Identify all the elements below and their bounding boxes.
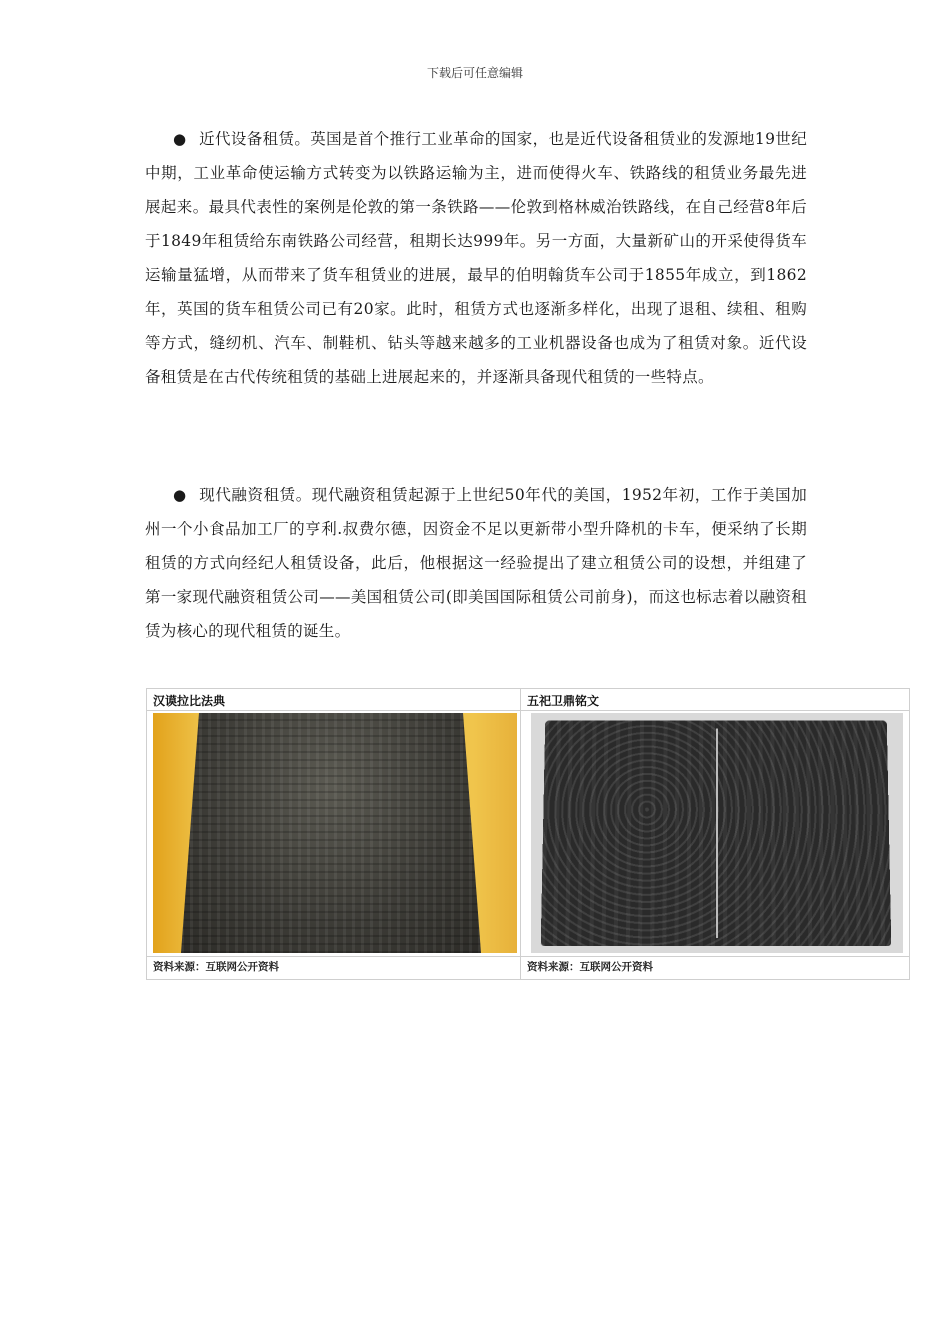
paragraph-text: 现代融资租赁。现代融资租赁起源于上世纪50年代的美国，1952年初，工作于美国加州一个小食品加工厂的亨利.叔费尔德，因资金不足以更新带小型升降机的卡车，便采纳了长期租赁的方式向经纪人租赁设备，此后，他根据这一经验提出了建立租赁公司的设想，并组建了第一家现代融资租赁公司——美国租赁公司(即美国国际租赁公司前身)，而这也标志着以融资租赁为核心的现代租赁的诞生。 <box>145 486 807 640</box>
bullet-icon: ● <box>173 486 187 504</box>
panel-title: 汉谟拉比法典 <box>153 694 226 708</box>
panel-source: 资料来源：互联网公开资料 <box>153 961 279 973</box>
panel-title: 五祀卫鼎铭文 <box>527 694 600 708</box>
divider <box>521 956 909 957</box>
stele-shape <box>181 713 481 953</box>
divider <box>147 956 520 957</box>
bullet-icon: ● <box>173 130 187 148</box>
bronze-inscription-image <box>531 713 903 953</box>
paragraph-modern-equipment-leasing <box>145 122 807 394</box>
paragraph-text: 近代设备租赁。英国是首个推行工业革命的国家，也是近代设备租赁业的发源地19世纪中期，工业革命使运输方式转变为以铁路运输为主，进而使得火车、铁路线的租赁业务最先进展起来。最具代表性的案例是伦敦的第一条铁路——伦敦到格林威治铁路线，在自己经营8年后于1849年租赁给东南铁路公司经营，租期长达999年。另一方面，大量新矿山的开采使得货车运输量猛增，从而带来了货车租赁业的进展，最早的伯明翰货车公司于1855年成立，到1862年，英国的货车租赁公司已有20家。此时，租赁方式也逐渐多样化，出现了退租、续租、租购等方式，缝纫机、汽车、制鞋机、钻头等越来越多的工业机器设备也成为了租赁对象。近代设备租赁是在古代传统租赁的基础上进展起来的，并逐渐具备现代租赁的一些特点。 <box>145 130 807 386</box>
figure-ancient-leasing-artifacts <box>146 688 910 980</box>
page-header: 下载后可任意编辑 <box>426 66 523 80</box>
figure-panel-right <box>521 689 909 979</box>
panel-source: 资料来源：互联网公开资料 <box>527 961 653 973</box>
paragraph-financial-leasing <box>145 478 807 648</box>
divider <box>521 710 909 711</box>
rubbing-shape <box>541 721 892 946</box>
hammurabi-stele-image <box>153 713 517 953</box>
figure-panel-left <box>147 689 521 979</box>
divider <box>147 710 520 711</box>
